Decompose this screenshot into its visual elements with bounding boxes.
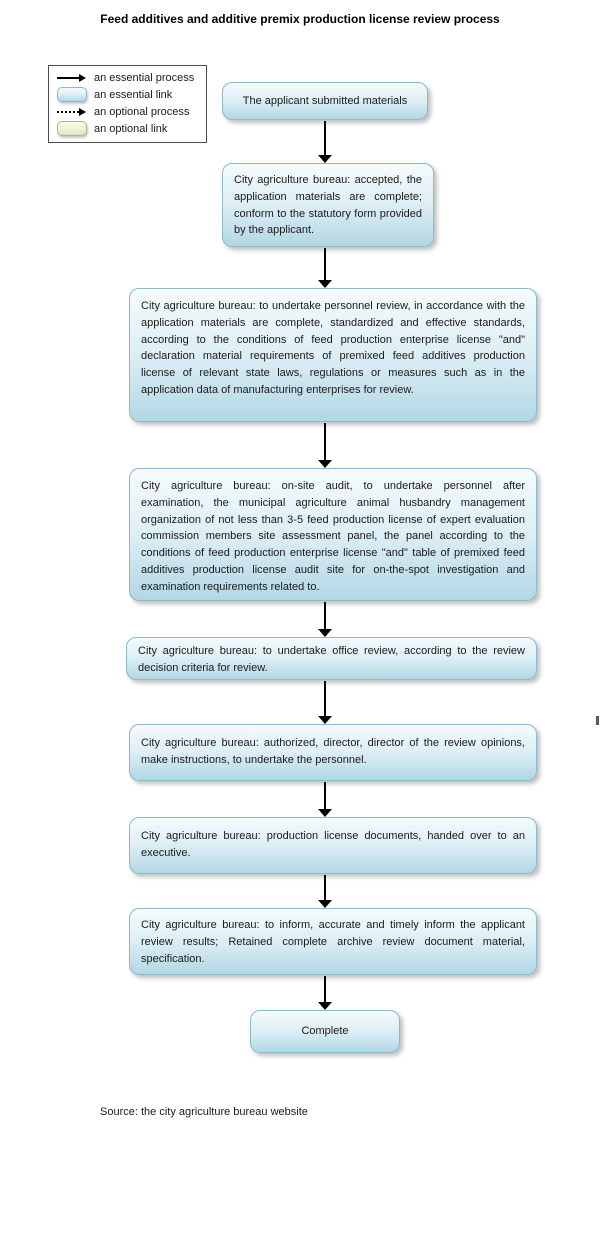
flow-node-inform-applicant: City agriculture bureau: to inform, accurate and timely inform the applicant review results; Retained complete archive review document material, specification. — [129, 908, 537, 975]
flow-arrow-3 — [318, 423, 332, 468]
flow-node-on-site-audit: City agriculture bureau: on-site audit, to undertake personnel after examination, the municipal agriculture animal husbandry management organization of not less than 3-5 feed production license of expert evaluation commission members site assessment panel, the panel according to the conditions of feed production enterprise license "and" table of premixed feed additives production license audit site for on-the-spot investigation and examination requirements related to. — [129, 468, 537, 601]
flow-arrow-4 — [318, 602, 332, 637]
legend-row-optional-process — [57, 106, 200, 118]
flow-arrow-7 — [318, 875, 332, 908]
page-title: Feed additives and additive premix production license review process — [100, 12, 500, 26]
edge-artifact — [596, 716, 599, 725]
flow-node-applicant-submitted: The applicant submitted materials — [222, 82, 428, 120]
optional-link-swatch-icon — [57, 121, 87, 136]
flow-node-license-documents: City agriculture bureau: production license documents, handed over to an executive. — [129, 817, 537, 874]
flow-arrow-8 — [318, 976, 332, 1010]
legend-row-essential-process — [57, 72, 200, 84]
solid-arrow-icon — [57, 74, 87, 82]
flow-arrow-6 — [318, 782, 332, 817]
flow-node-personnel-review: City agriculture bureau: to undertake personnel review, in accordance with the application materials are complete, standardized and effective standards, according to the conditions of feed production enterprise license "and" declaration material requirements of premixed feed additives production license of relevant state laws, regulations or measures such as in the application data of manufacturing enterprises for review. — [129, 288, 537, 422]
legend-row-essential-link — [57, 87, 200, 102]
dotted-arrow-icon — [57, 108, 87, 116]
flow-arrow-1 — [318, 121, 332, 163]
legend-label-essential-process: an essential process — [94, 71, 195, 84]
flow-node-office-review: City agriculture bureau: to undertake office review, according to the review decision criteria for review. — [126, 637, 537, 680]
legend-row-optional-link — [57, 121, 200, 136]
flow-node-complete: Complete — [250, 1010, 400, 1053]
legend-label-essential-link: an essential link — [94, 88, 173, 101]
source-note: Source: the city agriculture bureau website — [100, 1106, 308, 1118]
flow-arrow-5 — [318, 681, 332, 724]
flow-node-authorized-director: City agriculture bureau: authorized, director, director of the review opinions, make instructions, to undertake the personnel. — [129, 724, 537, 781]
essential-link-swatch-icon — [57, 87, 87, 102]
legend-label-optional-process: an optional process — [94, 105, 190, 118]
legend-label-optional-link: an optional link — [94, 122, 168, 135]
flow-node-accepted: City agriculture bureau: accepted, the application materials are complete; conform to the statutory form provided by the applicant. — [222, 163, 434, 247]
flow-arrow-2 — [318, 248, 332, 288]
legend — [48, 65, 207, 143]
